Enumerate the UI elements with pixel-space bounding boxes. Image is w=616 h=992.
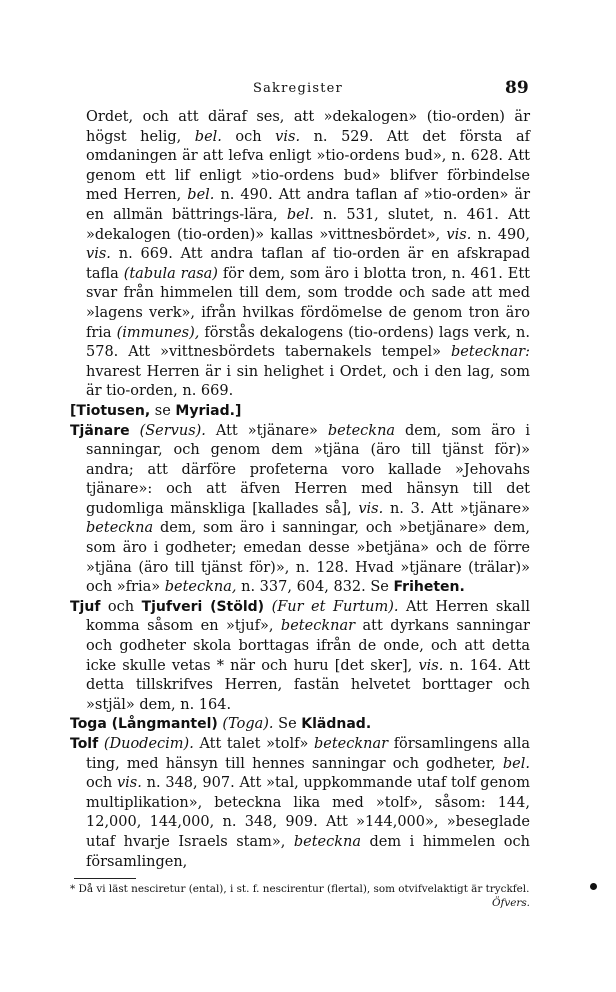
running-header bbox=[0, 76, 616, 102]
italic-term: betecknа bbox=[327, 422, 396, 439]
italic-term: betecknar bbox=[313, 736, 389, 752]
text-run: n. 348, 907. Att »tal, uppkommande utaf tolf genom multiplikation», beteckna lika med »tolf», såsom: 144, 12,000, 144,000, n. 348, 909. Att »144,000», »beseglade utaf hvarje Israels stam», bbox=[86, 775, 530, 850]
text-run: n. 529. Att det första af omdaningen är att lefva enligt »tio-ordens bud», n. 628. Att genom ett lif enligt »tio-ordens bud» blifver förbindelse med Herren, bbox=[86, 128, 530, 204]
italic-term: (tabula rasa) bbox=[123, 265, 218, 282]
text-run: Att Herren skall komma såsom en »tjuf», bbox=[86, 598, 530, 635]
footnote-text: * Då vi läst nesciretur (ental), i st. f. nescirentur (flertal), som otvifvelaktigt är tryckfel. bbox=[70, 883, 530, 896]
italic-term: betecknа, bbox=[164, 579, 237, 596]
text-run: dem i himmelen och församlingen, bbox=[86, 833, 530, 870]
entry-tolf bbox=[70, 735, 530, 872]
continued-entry-text bbox=[70, 108, 530, 402]
italic-term: bel. bbox=[194, 128, 222, 145]
italic-term: betecknar: bbox=[451, 344, 530, 361]
italic-term: (Servus). bbox=[139, 422, 206, 439]
text-run bbox=[130, 423, 140, 439]
text-run: n. 669. Att andra taflan af tio-orden är en afskrapad tafla bbox=[86, 246, 530, 282]
footnote-separator bbox=[74, 878, 136, 879]
italic-term: vis. bbox=[446, 226, 472, 243]
italic-term: bel. bbox=[502, 755, 530, 772]
entry-headword: [Tiotusen, bbox=[70, 402, 151, 419]
entry-headword: Myriad.] bbox=[175, 402, 242, 419]
text-run: n. 164. Att detta tillskrifves Herren, fastän helvetet borttager och »stjäl» dem, n. 164. bbox=[86, 657, 530, 713]
entry-headword: Klädnad. bbox=[301, 716, 372, 733]
entry-toga bbox=[70, 715, 530, 735]
footnote bbox=[70, 882, 530, 910]
entry-headword: Toga (Långmantel) bbox=[70, 716, 218, 733]
italic-term: betecknar bbox=[280, 618, 356, 635]
text-run: förstås dekalogens (tio-ordens) lags verk, n. 578. Att »vittnesbördets tabernakels tempel» bbox=[86, 324, 530, 361]
text-run: n. 531, slutet, n. 461. Att »dekalogen (tio-orden)» kallas »vittnesbördet», bbox=[86, 206, 530, 243]
footnote-signature: Öfvers. bbox=[492, 897, 530, 910]
entry-headword: Tjänare bbox=[70, 422, 130, 439]
text-run: dem, som äro i sanningar, och genom dem »tjäna (äro till tjänst för)» andra; att därföre profeterna voro kallade »Jehovahs tjänare»: och att äfven Herren med hänsyn till det gudomliga mänskliga [kallades så], bbox=[86, 422, 530, 517]
text-run: församlingens alla ting, med hänsyn till hennes sanningar och godheter, bbox=[86, 736, 530, 772]
italic-term: vis. bbox=[275, 128, 301, 145]
italic-term: betecknа bbox=[86, 520, 154, 537]
italic-term: vis. bbox=[358, 500, 384, 517]
italic-term: bel. bbox=[286, 206, 314, 223]
page-number: 89 bbox=[505, 78, 529, 98]
italic-term: betecknа bbox=[293, 833, 362, 850]
entry-headword: Tjufveri (Stöld) bbox=[141, 598, 265, 615]
text-run: n. 490, bbox=[471, 226, 531, 243]
entry-tiotusen bbox=[70, 402, 530, 422]
text-run: Se bbox=[273, 716, 302, 733]
text-run: Att »tjänare» bbox=[205, 422, 328, 439]
text-run: Att talet »tolf» bbox=[193, 736, 314, 752]
text-run: se bbox=[150, 402, 176, 419]
text-run bbox=[264, 599, 272, 615]
entry-headword: Tjuf bbox=[70, 598, 101, 615]
text-run: n. 490. Att andra taflan af »tio-orden» är en allmän bättrings-lära, bbox=[86, 187, 531, 223]
italic-term: bel. bbox=[187, 187, 215, 204]
text-run: n. 3. Att »tjänare» bbox=[383, 500, 530, 517]
text-run: och bbox=[100, 598, 142, 615]
italic-term: vis. bbox=[86, 246, 111, 263]
index-body bbox=[70, 108, 530, 910]
text-run: dem, som äro i sanningar, och »betjänare» dem, som äro i godheter; emedan desse »betjäna» och de förre »tjäna (äro till tjänst för)», n. 128. Hvad »tjänare (trälar)» och »fria» bbox=[86, 520, 530, 596]
italic-term: (Fur et Furtum). bbox=[271, 598, 399, 615]
entry-headword: Tolf bbox=[70, 736, 99, 752]
entry-headword: Friheten. bbox=[393, 579, 465, 596]
italic-term: (Toga). bbox=[222, 716, 274, 733]
italic-term: vis. bbox=[116, 775, 142, 792]
text-run: n. 337, 604, 832. Se bbox=[236, 579, 394, 596]
italic-term: vis. bbox=[418, 657, 444, 674]
entry-tjuf bbox=[70, 598, 530, 716]
header-title: Sakregister bbox=[253, 81, 343, 96]
italic-term: (Duodecim). bbox=[103, 736, 194, 752]
text-run: och bbox=[86, 775, 117, 792]
text-run: för dem, som äro i blotta tron, n. 461. Ett svar från himmelen till dem, som trodde och sade att med »lagens verk», ifrån hvilkas fördömelse de genom tron äro fria bbox=[86, 265, 530, 341]
entry-tjanare bbox=[70, 422, 530, 598]
italic-term: (immunes), bbox=[116, 324, 200, 341]
text-run: hvarest Herren är i sin helighet i Ordet, och i den lag, som är tio-orden, n. 669. bbox=[86, 363, 530, 400]
text-run: Ordet, och att däraf ses, att »dekalogen» (tio-orden) är högst helig, bbox=[86, 109, 530, 145]
text-run: att dyrkans sanningar och godheter skola borttagas ifrån de onde, och att detta icke skulle vetas * när och huru [det sker], bbox=[86, 618, 530, 674]
margin-dot bbox=[590, 883, 597, 890]
text-run: och bbox=[221, 128, 276, 145]
